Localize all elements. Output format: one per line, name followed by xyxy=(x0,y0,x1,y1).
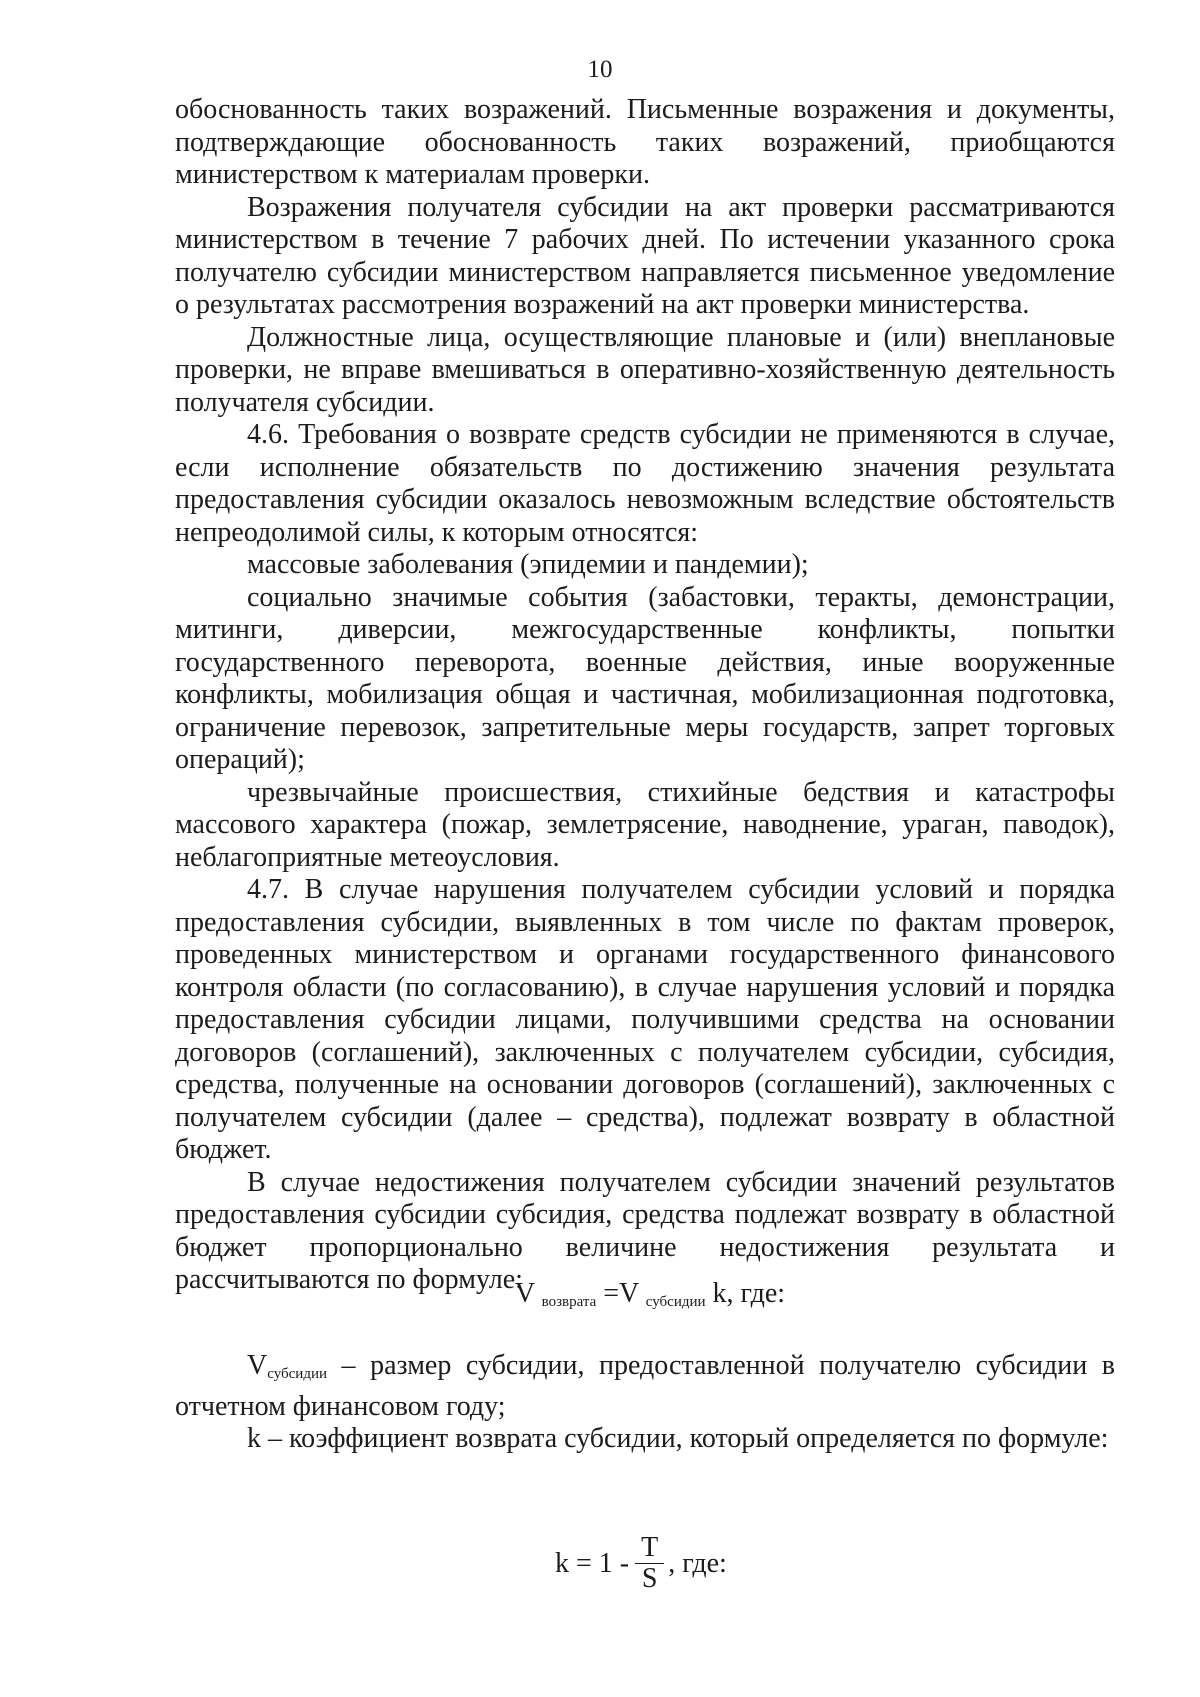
paragraph-4-6: 4.6. Требования о возврате средств субсидии не применяются в случае, если исполнение обязательств по достижению значения результата предоставления субсидии оказалось невозможным вследствие обстоятельств непреодолимой силы, к которым относятся: xyxy=(175,419,1115,548)
paragraph-1: обоснованность таких возражений. Письменные возражения и документы, подтверждающие обоснованность таких возражений, приобщаются министерством к материалам проверки. xyxy=(175,94,1115,190)
formula-k-coefficient xyxy=(555,1533,727,1594)
fraction-numerator: T xyxy=(635,1533,664,1564)
formula-return-volume xyxy=(0,1278,1200,1311)
definition-v-text: – размер субсидии, предоставленной получателю субсидии в отчетном финансовом году; xyxy=(175,1350,1115,1422)
list-item-epidemics: массовые заболевания (эпидемии и пандемии); xyxy=(247,549,809,580)
definition-v-symbol: V xyxy=(247,1350,268,1381)
formula-sub-subsidy: субсидии xyxy=(645,1294,706,1310)
formula-k-suffix: , где: xyxy=(668,1547,727,1579)
page-number: 10 xyxy=(587,56,613,83)
definition-v-subsidy xyxy=(175,1350,1115,1423)
paragraph-shortfall: В случае недостижения получателем субсидии значений результатов предоставления субсидии субсидия, средства подлежат возврату в областной бюджет пропорционально величине недостижения результата и рассчитываются по формуле: xyxy=(175,1166,1115,1295)
paragraph-3: Должностные лица, осуществляющие плановые и (или) внеплановые проверки, не вправе вмешиваться в оперативно-хозяйственную деятельность получателя субсидии. xyxy=(175,321,1115,418)
formula-k-where: k, где: xyxy=(712,1278,786,1309)
formula-v-symbol: V xyxy=(514,1278,535,1309)
paragraph-2: Возражения получателя субсидии на акт проверки рассматриваются министерством в течение 7 рабочих дней. По истечении указанного срока получателю субсидии министерством направляется письменное уведомление о результатах рассмотрения возражений на акт проверки министерства. xyxy=(175,191,1115,320)
list-item-social-events: социально значимые события (забастовки, теракты, демонстрации, митинги, диверсии, межгосударственные конфликты, попытки государственного переворота, военные действия, иные вооруженные конфликты, мобилизация общая и частичная, мобилизационная подготовка, ограничение перевозок, запретительные меры государств, запрет торговых операций); xyxy=(175,581,1115,775)
formula-k-lhs: k = 1 - xyxy=(555,1547,630,1579)
fraction xyxy=(635,1533,664,1594)
formula-definitions xyxy=(175,1350,1115,1456)
fraction-denominator: S xyxy=(641,1563,658,1594)
definition-k: k – коэффициент возврата субсидии, который определяется по формуле: xyxy=(247,1423,1109,1454)
paragraph-4-7: 4.7. В случае нарушения получателем субсидии условий и порядка предоставления субсидии, выявленных в том числе по фактам проверок, проведенных министерством и органами государственного финансового контроля области (по согласованию), в случае нарушения условий и порядка предоставления субсидии лицами, получившими средства на основании договоров (соглашений), заключенных с получателем субсидии, субсидия, средства, полученные на основании договоров (соглашений), заключенных с получателем субсидии (далее – средства), подлежат возврату в областной бюджет. xyxy=(175,874,1115,1165)
list-item-emergencies: чрезвычайные происшествия, стихийные бедствия и катастрофы массового характера (пожар, землетрясение, наводнение, ураган, паводок), неблагоприятные метеоусловия. xyxy=(175,776,1115,873)
definition-v-sub: субсидии xyxy=(267,1366,327,1382)
formula-sub-return: возврата xyxy=(541,1294,597,1310)
formula-equals-v: =V xyxy=(603,1278,639,1309)
document-body xyxy=(175,94,1115,1297)
